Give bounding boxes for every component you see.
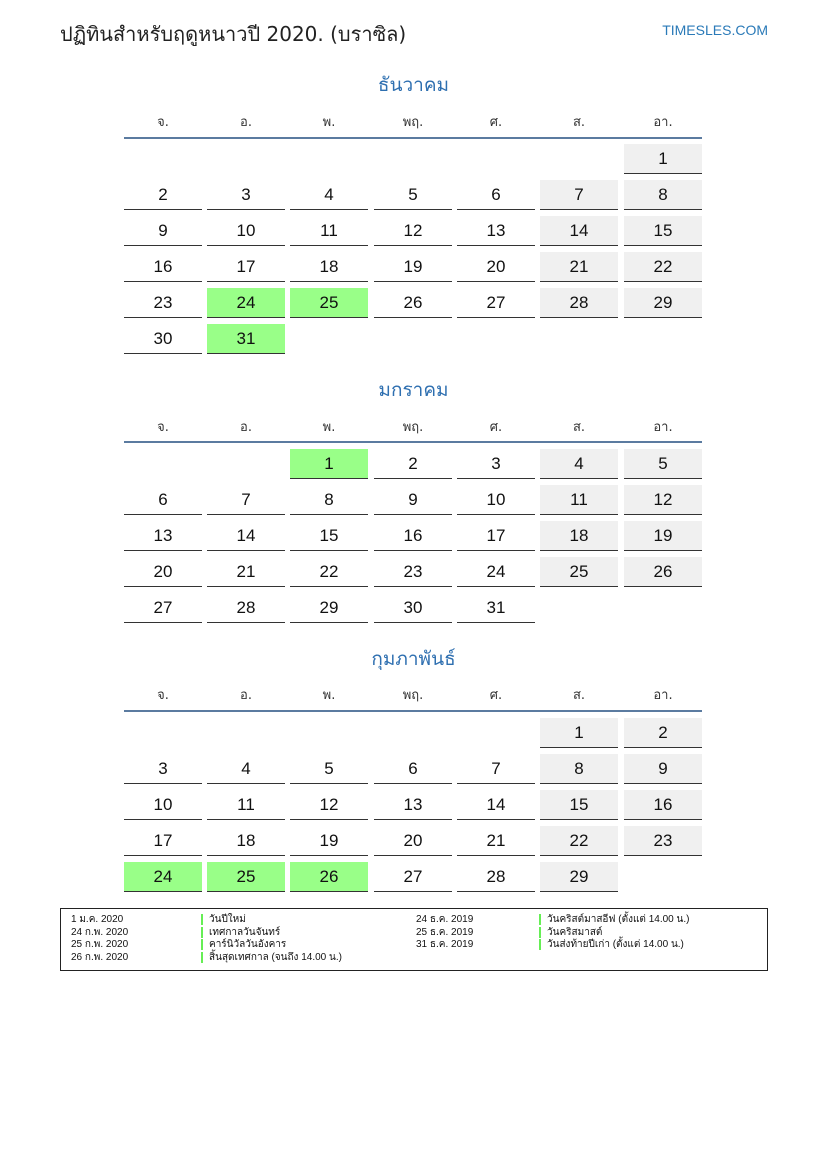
day-cell: 23: [124, 288, 202, 318]
day-cell: 29: [290, 593, 368, 623]
weekday-header: จ.: [157, 115, 169, 130]
day-cell-weekend: 11: [540, 485, 618, 515]
day-cell: 5: [374, 180, 452, 210]
day-cell: 19: [290, 826, 368, 856]
day-cell: 2: [124, 180, 202, 210]
legend-date: 25 ธ.ค. 2019: [416, 926, 474, 938]
day-cell: 4: [290, 180, 368, 210]
legend-date: 1 ม.ค. 2020: [71, 914, 124, 925]
day-cell: 3: [124, 754, 202, 784]
day-cell: 3: [457, 449, 535, 479]
day-cell-weekend: 18: [540, 521, 618, 551]
day-cell: 21: [207, 557, 285, 587]
holiday-marker: [201, 914, 203, 925]
day-cell-weekend: 21: [540, 252, 618, 282]
day-cell: 17: [124, 826, 202, 856]
weekday-header: พ.: [322, 688, 336, 703]
day-cell: 20: [124, 557, 202, 587]
legend-holiday-name: คาร์นิวัลวันอังคาร: [209, 939, 287, 950]
day-cell: 22: [290, 557, 368, 587]
weekday-header: พฤ.: [402, 115, 424, 130]
weekday-header: อ.: [240, 115, 252, 130]
day-cell-weekend: 9: [624, 754, 702, 784]
day-cell-holiday: 25: [207, 862, 285, 892]
day-cell: 16: [124, 252, 202, 282]
weekday-header: พฤ.: [402, 420, 424, 435]
day-cell: 10: [457, 485, 535, 515]
day-cell: 2: [374, 449, 452, 479]
holiday-marker: [539, 914, 541, 925]
day-cell: 4: [207, 754, 285, 784]
day-cell: 20: [374, 826, 452, 856]
day-cell: 12: [290, 790, 368, 820]
weekday-header: ส.: [572, 688, 586, 703]
holiday-marker: [201, 952, 203, 963]
day-cell: 7: [457, 754, 535, 784]
day-cell-weekend: 1: [624, 144, 702, 174]
day-cell-weekend: 19: [624, 521, 702, 551]
day-cell: 18: [207, 826, 285, 856]
day-cell: 24: [457, 557, 535, 587]
day-cell: 20: [457, 252, 535, 282]
weekday-header: ศ.: [489, 420, 503, 435]
day-cell-weekend: 29: [540, 862, 618, 892]
day-cell: 8: [290, 485, 368, 515]
day-cell: 16: [374, 521, 452, 551]
day-cell-weekend: 23: [624, 826, 702, 856]
day-cell: 13: [124, 521, 202, 551]
weekday-header: ศ.: [489, 688, 503, 703]
weekday-header: อ.: [240, 688, 252, 703]
day-cell: 6: [124, 485, 202, 515]
weekday-header: ศ.: [489, 115, 503, 130]
day-cell: 6: [374, 754, 452, 784]
legend-date: 25 ก.พ. 2020: [71, 939, 129, 950]
legend-date: 24 ก.พ. 2020: [71, 926, 129, 938]
weekday-header: จ.: [157, 688, 169, 703]
day-cell-holiday: 25: [290, 288, 368, 318]
day-cell: 11: [290, 216, 368, 246]
day-cell-weekend: 22: [624, 252, 702, 282]
day-cell: 21: [457, 826, 535, 856]
day-cell: 31: [457, 593, 535, 623]
holiday-legend: [60, 908, 768, 971]
day-cell: 10: [207, 216, 285, 246]
legend-holiday-name: วันปีใหม่: [209, 914, 246, 925]
day-cell-holiday: 24: [207, 288, 285, 318]
header-divider: [124, 137, 702, 139]
day-cell-weekend: 5: [624, 449, 702, 479]
weekday-header: อา.: [653, 688, 673, 703]
day-cell-weekend: 25: [540, 557, 618, 587]
day-cell-holiday: 31: [207, 324, 285, 354]
weekday-header: อา.: [653, 115, 673, 130]
page-title: ปฏิทินสำหรับฤดูหนาวปี 2020. (บราซิล): [60, 22, 407, 46]
holiday-marker: [201, 939, 203, 950]
day-cell: 30: [374, 593, 452, 623]
weekday-header: ส.: [572, 420, 586, 435]
weekday-header: อา.: [653, 420, 673, 435]
day-cell-weekend: 12: [624, 485, 702, 515]
brand-link[interactable]: TIMESLES.COM: [662, 22, 768, 38]
day-cell-weekend: 26: [624, 557, 702, 587]
day-cell: 3: [207, 180, 285, 210]
weekday-header: อ.: [240, 420, 252, 435]
weekday-header: จ.: [157, 420, 169, 435]
day-cell: 13: [457, 216, 535, 246]
day-cell-weekend: 28: [540, 288, 618, 318]
day-cell-holiday: 1: [290, 449, 368, 479]
holiday-marker: [539, 927, 541, 938]
day-cell: 26: [374, 288, 452, 318]
day-cell-weekend: 15: [540, 790, 618, 820]
legend-date: 26 ก.พ. 2020: [71, 951, 129, 963]
day-cell: 14: [207, 521, 285, 551]
day-cell: 27: [124, 593, 202, 623]
legend-date: 31 ธ.ค. 2019: [416, 939, 474, 950]
holiday-marker: [539, 939, 541, 950]
legend-date: 24 ธ.ค. 2019: [416, 914, 474, 925]
header-divider: [124, 441, 702, 443]
day-cell-weekend: 1: [540, 718, 618, 748]
month-title: กุมภาพันธ์: [371, 648, 456, 670]
day-cell-weekend: 2: [624, 718, 702, 748]
weekday-header: พฤ.: [402, 688, 424, 703]
weekday-header: พ.: [322, 420, 336, 435]
legend-holiday-name: วันส่งท้ายปีเก่า (ตั้งแต่ 14.00 น.): [547, 939, 684, 950]
day-cell-weekend: 16: [624, 790, 702, 820]
day-cell: 9: [124, 216, 202, 246]
legend-holiday-name: วันคริสต์มาสอีฟ (ตั้งแต่ 14.00 น.): [547, 914, 690, 925]
holiday-marker: [201, 927, 203, 938]
day-cell-weekend: 15: [624, 216, 702, 246]
day-cell: 18: [290, 252, 368, 282]
day-cell: 15: [290, 521, 368, 551]
day-cell: 10: [124, 790, 202, 820]
day-cell: 19: [374, 252, 452, 282]
day-cell: 17: [457, 521, 535, 551]
day-cell: 30: [124, 324, 202, 354]
day-cell: 28: [457, 862, 535, 892]
day-cell-holiday: 24: [124, 862, 202, 892]
header-divider: [124, 710, 702, 712]
day-cell: 5: [290, 754, 368, 784]
day-cell-weekend: 8: [624, 180, 702, 210]
day-cell: 14: [457, 790, 535, 820]
weekday-header: พ.: [322, 115, 336, 130]
day-cell: 12: [374, 216, 452, 246]
day-cell-holiday: 26: [290, 862, 368, 892]
legend-holiday-name: สิ้นสุดเทศกาล (จนถึง 14.00 น.): [209, 951, 342, 963]
month-title: ธันวาคม: [377, 74, 450, 96]
day-cell: 27: [457, 288, 535, 318]
legend-holiday-name: วันคริสมาสต์: [547, 926, 603, 938]
day-cell: 7: [207, 485, 285, 515]
day-cell: 23: [374, 557, 452, 587]
day-cell: 13: [374, 790, 452, 820]
day-cell: 11: [207, 790, 285, 820]
weekday-header: ส.: [572, 115, 586, 130]
day-cell-weekend: 14: [540, 216, 618, 246]
legend-holiday-name: เทศกาลวันจันทร์: [209, 926, 281, 938]
day-cell: 9: [374, 485, 452, 515]
day-cell-weekend: 29: [624, 288, 702, 318]
day-cell: 28: [207, 593, 285, 623]
day-cell: 27: [374, 862, 452, 892]
month-title: มกราคม: [378, 379, 449, 401]
day-cell: 6: [457, 180, 535, 210]
day-cell-weekend: 22: [540, 826, 618, 856]
day-cell-weekend: 4: [540, 449, 618, 479]
day-cell-weekend: 7: [540, 180, 618, 210]
day-cell-weekend: 8: [540, 754, 618, 784]
day-cell: 17: [207, 252, 285, 282]
